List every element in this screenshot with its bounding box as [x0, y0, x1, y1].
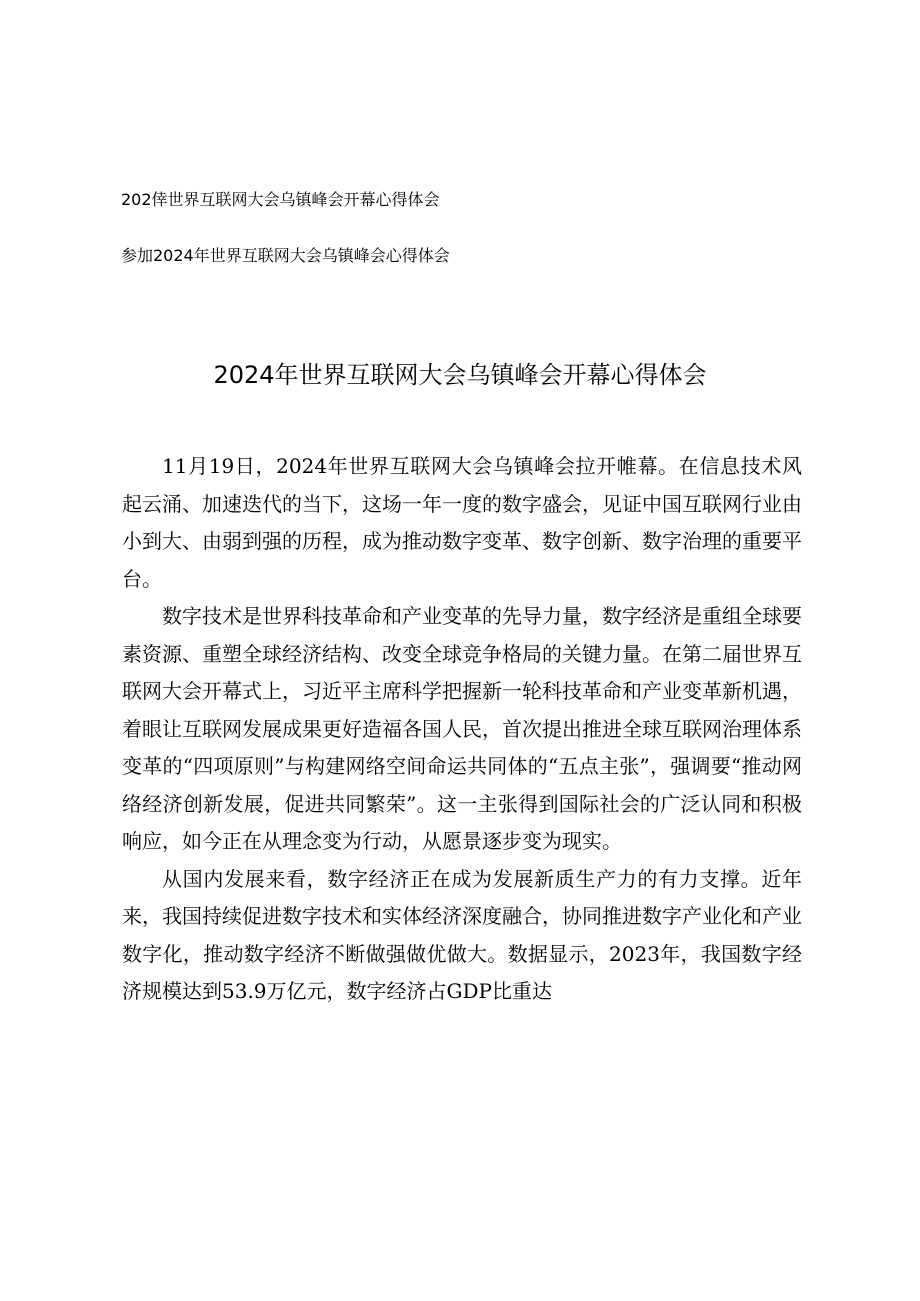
paragraph-2: 数字技术是世界科技革命和产业变革的先导力量，数字经济是重组全球要素资源、重塑全球经济结构、改变全球竞争格局的关键力量。在第二届世界互联网大会开幕式上，习近平主席科学把握新一轮科技革命和产业变革新机遇，着眼让互联网发展成果更好造福各国人民，首次提出推进全球互联网治理体系变革的“四项原则”与构建网络空间命运共同体的“五点主张”，强调要“推动网络经济创新发展，促进共同繁荣”。这一主张得到国际社会的广泛认同和积极响应，如今正在从理念变为行动，从愿景逐步变为现实。: [122, 604, 802, 853]
article-title: 2024年世界互联网大会乌镇峰会开幕心得体会: [213, 361, 707, 389]
article-body: [122, 448, 802, 1011]
toc-item-2: 参加2024年世界互联网大会乌镇峰会心得体会: [121, 246, 450, 265]
paragraph-1: 11月19日，2024年世界互联网大会乌镇峰会拉开帷幕。在信息技术风起云涌、加速迭代的当下，这场一年一度的数字盛会，见证中国互联网行业由小到大、由弱到强的历程，成为推动数字变革、数字创新、数字治理的重要平台。: [122, 454, 802, 591]
toc-item-1: 202倖世界互联网大会乌镇峰会开幕心得体会: [121, 190, 440, 209]
paragraph-3: 从国内发展来看，数字经济正在成为发展新质生产力的有力支撑。近年来，我国持续促进数字技术和实体经济深度融合，协同推进数字产业化和产业数字化，推动数字经济不断做强做优做大。数据显示，2023年，我国数字经济规模达到53.9万亿元，数字经济占GDP比重达: [122, 866, 802, 1003]
